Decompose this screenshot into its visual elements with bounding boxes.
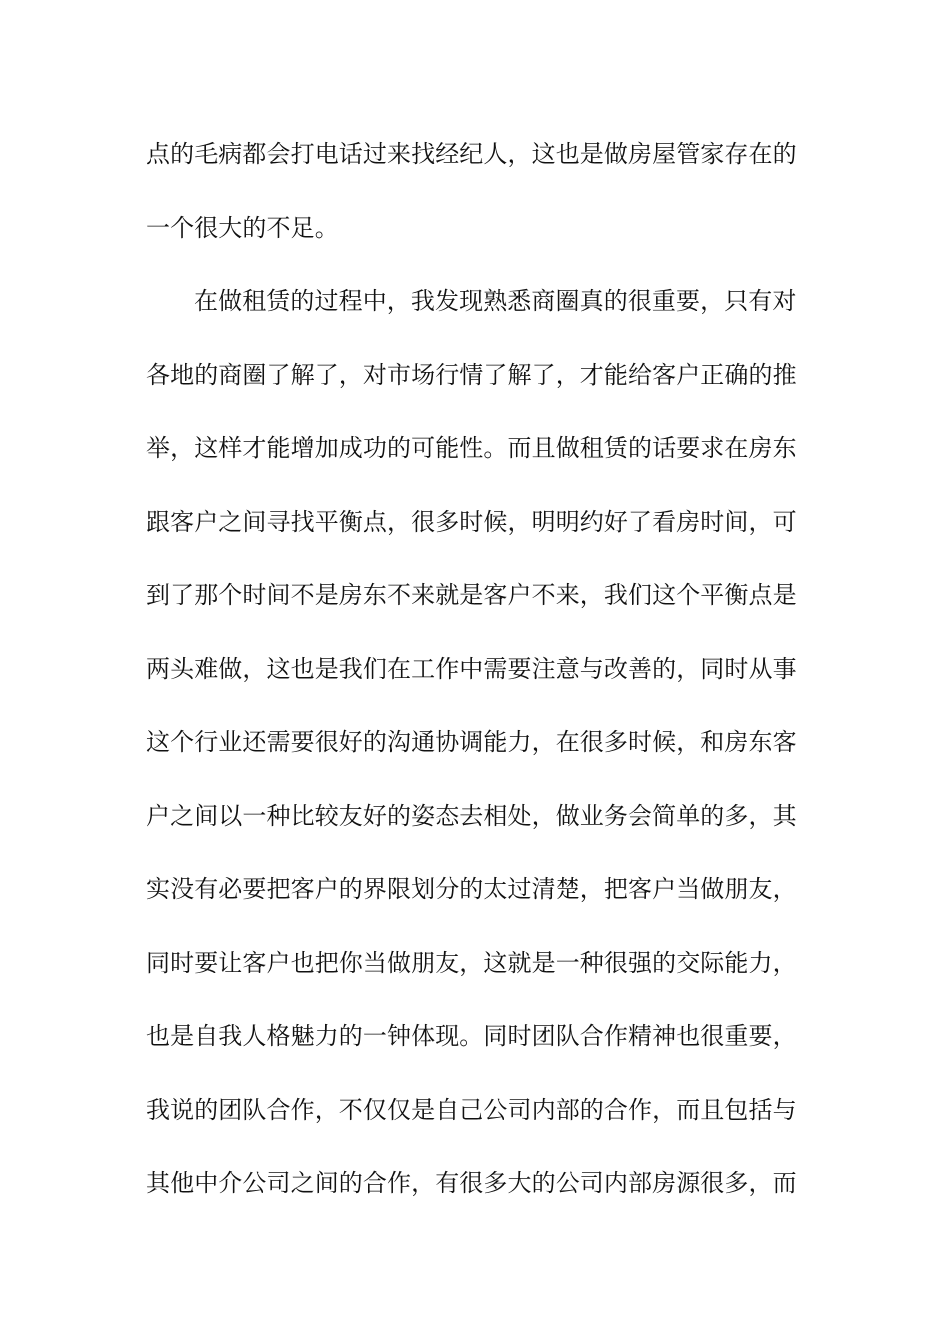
paragraph-2-line-1: 在做租赁的过程中，我发现熟悉商圈真的很重要，只有对 <box>194 287 797 315</box>
paragraph-2-line-5: 到了那个时间不是房东不来就是客户不来，我们这个平衡点是 <box>146 581 797 609</box>
paragraph-2-line-10: 同时要让客户也把你当做朋友，这就是一种很强的交际能力， <box>146 948 797 977</box>
paragraph-2-line-12: 我说的团队合作，不仅仅是自己公司内部的合作，而且包括与 <box>146 1095 797 1124</box>
paragraph-1-line-2: 一个很大的不足。 <box>146 213 339 242</box>
paragraph-2-line-9: 实没有必要把客户的界限划分的太过清楚，把客户当做朋友， <box>146 875 797 903</box>
paragraph-2-line-7: 这个行业还需要很好的沟通协调能力，在很多时候，和房东客 <box>146 728 797 756</box>
paragraph-2-line-13: 其他中介公司之间的合作，有很多大的公司内部房源很多，而 <box>146 1169 797 1197</box>
paragraph-2-line-4: 跟客户之间寻找平衡点，很多时候，明明约好了看房时间，可 <box>146 507 797 536</box>
paragraph-2-line-8: 户之间以一种比较友好的姿态去相处，做业务会简单的多，其 <box>146 801 797 830</box>
paragraph-2-line-6: 两头难做，这也是我们在工作中需要注意与改善的，同时从事 <box>146 654 797 683</box>
paragraph-2-line-3: 举，这样才能增加成功的可能性。而且做租赁的话要求在房东 <box>146 434 797 462</box>
paragraph-2-line-11: 也是自我人格魅力的一钟体现。同时团队合作精神也很重要， <box>146 1022 797 1050</box>
paragraph-2-line-2: 各地的商圈了解了，对市场行情了解了，才能给客户正确的推 <box>146 360 797 389</box>
paragraph-1-line-1: 点的毛病都会打电话过来找经纪人，这也是做房屋管家存在的 <box>146 140 797 168</box>
document-body <box>146 130 811 1233</box>
